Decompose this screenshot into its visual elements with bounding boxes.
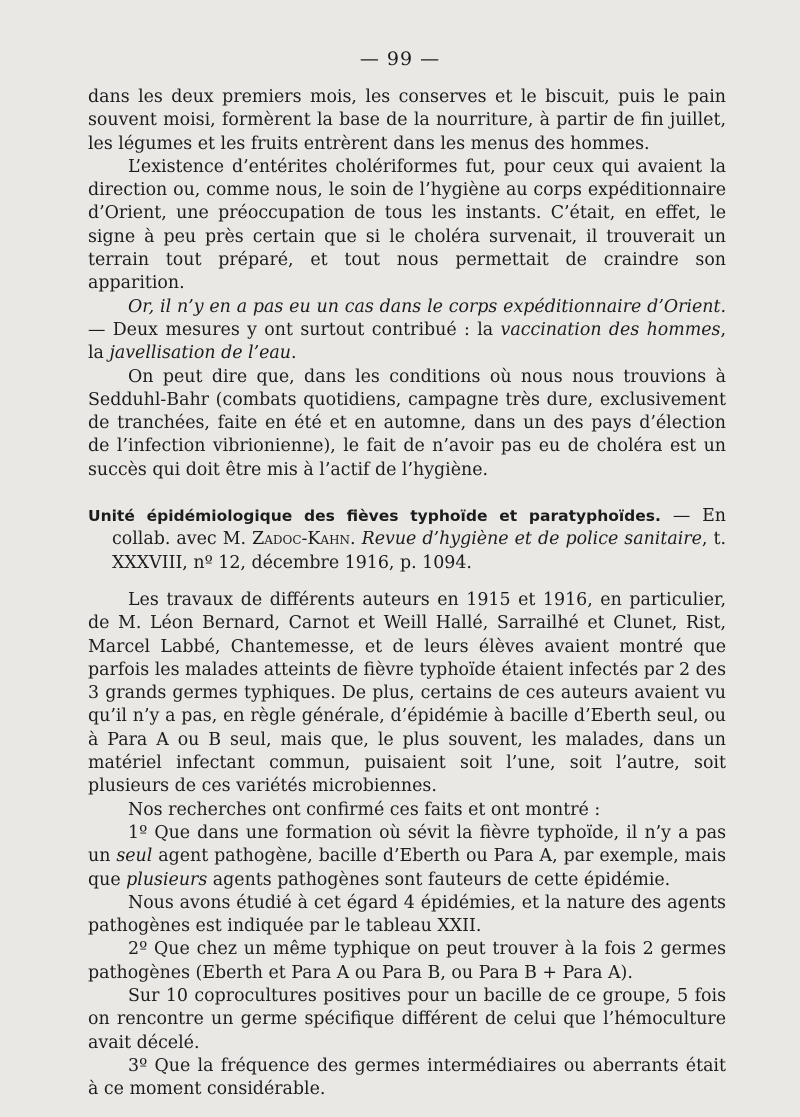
paragraph-2: L’existence d’entérites cholériformes fut, pour ceux qui avaient la direction ou, comme nous, le soin de l’hygiène au corps expéditionnaire d’Orient, une préoccupation de tous les instants. C’était, en effet, le signe à peu près certain que si le choléra survenait, il trouverait un terrain tout préparé, et tout nous permettait de craindre son apparition. [88,156,726,294]
paragraph-3 [88,296,726,366]
paragraph-6: Nos recherches ont confirmé ces faits et ont montré : [128,799,601,820]
paragraph-8: Nous avons étudié à cet égard 4 épidémies, et la nature des agents pathogènes est indiquée par le tableau XXII. [88,892,726,937]
italic-run: plusieurs [126,869,208,890]
author-name: Zadoc-Kahn [252,529,351,550]
italic-lead: Or, il n’y en a pas eu un cas dans le corps expéditionnaire d’Orient. [128,296,726,317]
paragraph-1: dans les deux premiers mois, les conserves et le biscuit, puis le pain souvent moisi, formèrent la base de la nourriture, à partir de fin juillet, les légumes et les fruits entrèrent dans les menus des hommes. [88,87,726,154]
paragraph-4: On peut dire que, dans les conditions où nous nous trouvions à Sedduhl-Bahr (combats quotidiens, campagne très dure, exclusivement de tranchées, faite en été et en automne, dans un des pays d’élection de l’infection vibrionienne), le fait de n’avoir pas eu de choléra est un succès qui doit être mis à l’actif de l’hygiène. [88,366,726,480]
page-number: — 99 — [359,48,441,70]
text-run: agents pathogènes sont fauteurs de cette épidémie. [207,869,671,890]
text-run: . [350,529,362,550]
paragraph-9: 2º Que chez un même typhique on peut trouver à la fois 2 germes pathogènes (Eberth et Para A ou Para B, ou Para B + Para A). [88,939,726,983]
italic-run: seul [116,846,153,867]
section-heading [88,505,726,575]
italic-run: vaccination des hommes [500,319,721,340]
paragraph-7 [88,822,726,892]
journal-title: Revue d’hygiène et de police sanitaire [361,529,702,550]
paragraph-10: Sur 10 coprocultures positives pour un bacille de ce groupe, 5 fois on rencontre un germe spécifique différent de celui que l’hémoculture avait décelé. [88,985,726,1053]
paragraph-5: Les travaux de différents auteurs en 1915 et 1916, en particulier, de M. Léon Bernard, Carnot et Weill Hallé, Sarrailhé et Clunet, Rist, Marcel Labbé, Chantemesse, et de leurs élèves avaient montré que parfois les malades atteints de fièvre typhoïde étaient infectés par 2 des 3 grands germes typhiques. De plus, certains de ces auteurs avaient vu qu’il n’y a pas, en règle générale, d’épidémie à bacille d’Eberth seul, ou à Para A ou B seul, mais que, le plus souvent, les malades, dans un matériel infectant commun, puisaient soit l’une, soit l’autre, soit plusieurs de ces variétés microbiennes. [88,589,726,797]
text-run: — Deux mesures y ont surtout contribué : la [88,319,501,340]
text-run: , la [88,319,726,364]
section-title: Unité épidémiologique des fièves typhoïde et paratyphoïdes. [88,507,661,526]
reference: , t. XXXVIII, nº 12, décembre 1916, p. 1094. [112,529,727,573]
paragraph-11: 3º Que la fréquence des germes intermédiaires ou aberrants était à ce moment considérable. [88,1055,726,1100]
text-run: agent pathogène, bacille d’Eberth ou Para A, par exemple, mais que [88,846,726,890]
italic-run: javellisation de l’eau [109,343,291,364]
text-run: 1º Que dans une formation où sévit la fièvre typhoïde, il n’y a pas un [88,822,726,867]
collab-text: — En collab. avec M. [112,506,727,550]
body-text [88,86,726,1101]
text-run: . [290,343,297,364]
